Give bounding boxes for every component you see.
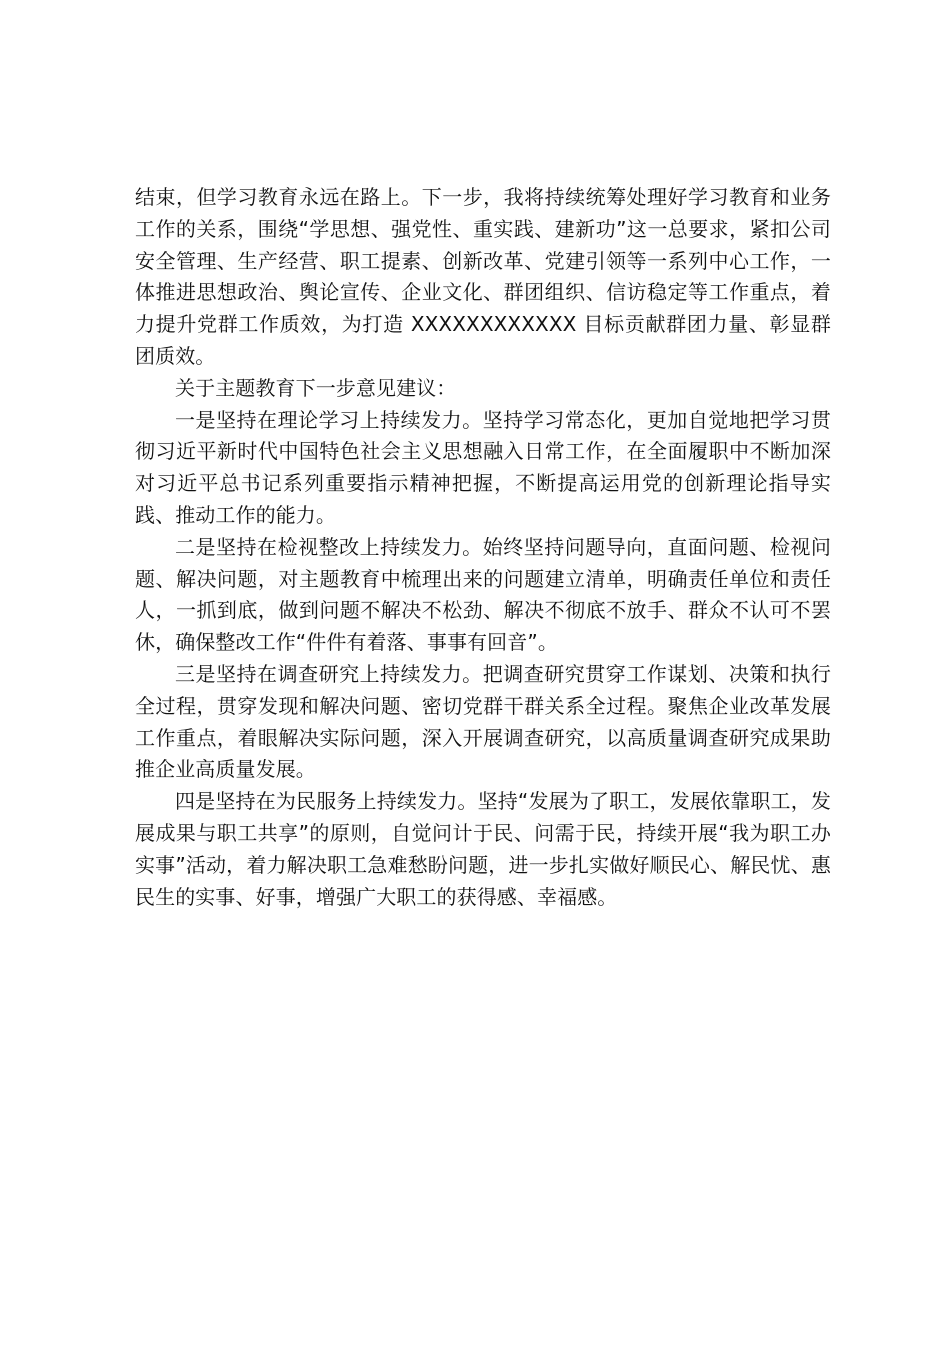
paragraph-suggestions-intro: 关于主题教育下一步意见建议： (175, 375, 457, 400)
paragraph-rectification: 二是坚持在检视整改上持续发力。始终坚持问题导向，直面问题、检视问题、解决问题，对主题教育中梳理出来的问题建立清单，明确责任单位和责任人，一抓到底，做到问题不解决不松劲、解决不彻底不放手、群众不认可不罢休，确保整改工作“件件有着落、事事有回音”。 (135, 534, 831, 655)
paragraph-continuation: 结束，但学习教育永远在路上。下一步，我将持续统筹处理好学习教育和业务工作的关系，围绕“学思想、强党性、重实践、建新功”这一总要求，紧扣公司安全管理、生产经营、职工提素、创新改革、党建引领等一系列中心工作，一体推进思想政治、舆论宣传、企业文化、群团组织、信访稳定等工作重点，着力提升党群工作质效，为打造 XXXXXXXXXXXX 目标贡献群团力量、彰显群团质效。 (135, 185, 831, 368)
paragraph-public-service: 四是坚持在为民服务上持续发力。坚持“发展为了职工，发展依靠职工，发展成果与职工共享”的原则，自觉问计于民、问需于民，持续开展“我为职工办实事”活动，着力解决职工急难愁盼问题，进一步扎实做好顺民心、解民忧、惠民生的实事、好事，增强广大职工的获得感、幸福感。 (135, 789, 831, 909)
paragraph-theory-study: 一是坚持在理论学习上持续发力。坚持学习常态化，更加自觉地把学习贯彻习近平新时代中国特色社会主义思想融入日常工作，在全面履职中不断加深对习近平总书记系列重要指示精神把握，不断提高运用党的创新理论指导实践、推动工作的能力。 (135, 407, 831, 527)
paragraph-investigation: 三是坚持在调查研究上持续发力。把调查研究贯穿工作谋划、决策和执行全过程，贯穿发现和解决问题、密切党群干群关系全过程。聚焦企业改革发展工作重点，着眼解决实际问题，深入开展调查研究，以高质量调查研究成果助推企业高质量发展。 (135, 661, 831, 782)
document-body (135, 182, 831, 913)
